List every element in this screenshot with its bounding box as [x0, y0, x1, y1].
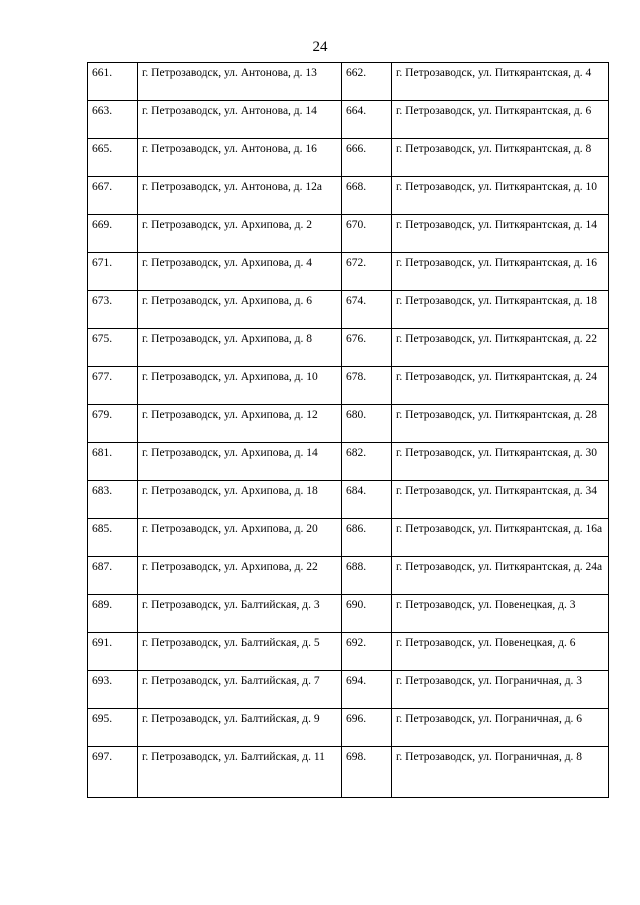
row-number-left: 663. [88, 101, 138, 139]
address-right: г. Петрозаводск, ул. Питкярантская, д. 16а [392, 519, 609, 557]
address-right: г. Петрозаводск, ул. Питкярантская, д. 18 [392, 291, 609, 329]
address-left: г. Петрозаводск, ул. Антонова, д. 14 [138, 101, 342, 139]
row-number-left: 685. [88, 519, 138, 557]
address-right: г. Петрозаводск, ул. Питкярантская, д. 16 [392, 253, 609, 291]
table-row [88, 405, 609, 443]
address-left: г. Петрозаводск, ул. Балтийская, д. 11 [138, 747, 342, 798]
address-left: г. Петрозаводск, ул. Антонова, д. 16 [138, 139, 342, 177]
table-row [88, 443, 609, 481]
row-number-left: 673. [88, 291, 138, 329]
row-number-right: 682. [342, 443, 392, 481]
row-number-right: 666. [342, 139, 392, 177]
address-left: г. Петрозаводск, ул. Архипова, д. 4 [138, 253, 342, 291]
address-left: г. Петрозаводск, ул. Балтийская, д. 7 [138, 671, 342, 709]
row-number-right: 678. [342, 367, 392, 405]
row-number-right: 692. [342, 633, 392, 671]
row-number-left: 675. [88, 329, 138, 367]
row-number-right: 664. [342, 101, 392, 139]
row-number-left: 683. [88, 481, 138, 519]
address-left: г. Петрозаводск, ул. Архипова, д. 18 [138, 481, 342, 519]
row-number-left: 697. [88, 747, 138, 798]
address-left: г. Петрозаводск, ул. Балтийская, д. 3 [138, 595, 342, 633]
address-right: г. Петрозаводск, ул. Питкярантская, д. 34 [392, 481, 609, 519]
row-number-left: 693. [88, 671, 138, 709]
row-number-left: 677. [88, 367, 138, 405]
table-row [88, 177, 609, 215]
address-right: г. Петрозаводск, ул. Пограничная, д. 8 [392, 747, 609, 798]
row-number-right: 698. [342, 747, 392, 798]
address-right: г. Петрозаводск, ул. Питкярантская, д. 4 [392, 63, 609, 101]
row-number-right: 672. [342, 253, 392, 291]
row-number-right: 686. [342, 519, 392, 557]
address-left: г. Петрозаводск, ул. Антонова, д. 13 [138, 63, 342, 101]
row-number-left: 687. [88, 557, 138, 595]
table-row [88, 215, 609, 253]
row-number-right: 676. [342, 329, 392, 367]
address-right: г. Петрозаводск, ул. Питкярантская, д. 8 [392, 139, 609, 177]
row-number-left: 691. [88, 633, 138, 671]
table-row [88, 557, 609, 595]
row-number-right: 690. [342, 595, 392, 633]
row-number-right: 694. [342, 671, 392, 709]
row-number-left: 679. [88, 405, 138, 443]
table-row [88, 481, 609, 519]
table-row [88, 747, 609, 798]
address-right: г. Петрозаводск, ул. Питкярантская, д. 30 [392, 443, 609, 481]
row-number-right: 662. [342, 63, 392, 101]
address-left: г. Петрозаводск, ул. Архипова, д. 14 [138, 443, 342, 481]
row-number-right: 680. [342, 405, 392, 443]
table-row [88, 329, 609, 367]
page-number: 24 [312, 39, 328, 55]
row-number-left: 695. [88, 709, 138, 747]
table-row [88, 291, 609, 329]
row-number-right: 670. [342, 215, 392, 253]
address-right: г. Петрозаводск, ул. Питкярантская, д. 28 [392, 405, 609, 443]
table-row [88, 367, 609, 405]
table-row [88, 595, 609, 633]
address-right: г. Петрозаводск, ул. Питкярантская, д. 6 [392, 101, 609, 139]
address-right: г. Петрозаводск, ул. Питкярантская, д. 14 [392, 215, 609, 253]
row-number-right: 688. [342, 557, 392, 595]
table-row [88, 253, 609, 291]
table-row [88, 139, 609, 177]
table-row [88, 101, 609, 139]
row-number-right: 674. [342, 291, 392, 329]
row-number-left: 667. [88, 177, 138, 215]
row-number-left: 669. [88, 215, 138, 253]
address-right: г. Петрозаводск, ул. Питкярантская, д. 22 [392, 329, 609, 367]
address-left: г. Петрозаводск, ул. Архипова, д. 20 [138, 519, 342, 557]
address-right: г. Петрозаводск, ул. Пограничная, д. 6 [392, 709, 609, 747]
row-number-left: 661. [88, 63, 138, 101]
address-right: г. Петрозаводск, ул. Питкярантская, д. 24а [392, 557, 609, 595]
address-left: г. Петрозаводск, ул. Архипова, д. 2 [138, 215, 342, 253]
row-number-left: 681. [88, 443, 138, 481]
row-number-right: 684. [342, 481, 392, 519]
table-row [88, 519, 609, 557]
address-left: г. Петрозаводск, ул. Архипова, д. 12 [138, 405, 342, 443]
address-left: г. Петрозаводск, ул. Архипова, д. 22 [138, 557, 342, 595]
address-left: г. Петрозаводск, ул. Архипова, д. 8 [138, 329, 342, 367]
address-left: г. Петрозаводск, ул. Архипова, д. 10 [138, 367, 342, 405]
row-number-right: 696. [342, 709, 392, 747]
address-right: г. Петрозаводск, ул. Питкярантская, д. 10 [392, 177, 609, 215]
table-row [88, 63, 609, 101]
table-row [88, 671, 609, 709]
row-number-left: 665. [88, 139, 138, 177]
table-row [88, 709, 609, 747]
row-number-left: 671. [88, 253, 138, 291]
address-right: г. Петрозаводск, ул. Питкярантская, д. 24 [392, 367, 609, 405]
address-table [87, 62, 609, 798]
address-left: г. Петрозаводск, ул. Архипова, д. 6 [138, 291, 342, 329]
address-right: г. Петрозаводск, ул. Пограничная, д. 3 [392, 671, 609, 709]
address-left: г. Петрозаводск, ул. Балтийская, д. 5 [138, 633, 342, 671]
address-left: г. Петрозаводск, ул. Антонова, д. 12а [138, 177, 342, 215]
row-number-right: 668. [342, 177, 392, 215]
address-left: г. Петрозаводск, ул. Балтийская, д. 9 [138, 709, 342, 747]
address-right: г. Петрозаводск, ул. Повенецкая, д. 6 [392, 633, 609, 671]
address-right: г. Петрозаводск, ул. Повенецкая, д. 3 [392, 595, 609, 633]
table-row [88, 633, 609, 671]
row-number-left: 689. [88, 595, 138, 633]
